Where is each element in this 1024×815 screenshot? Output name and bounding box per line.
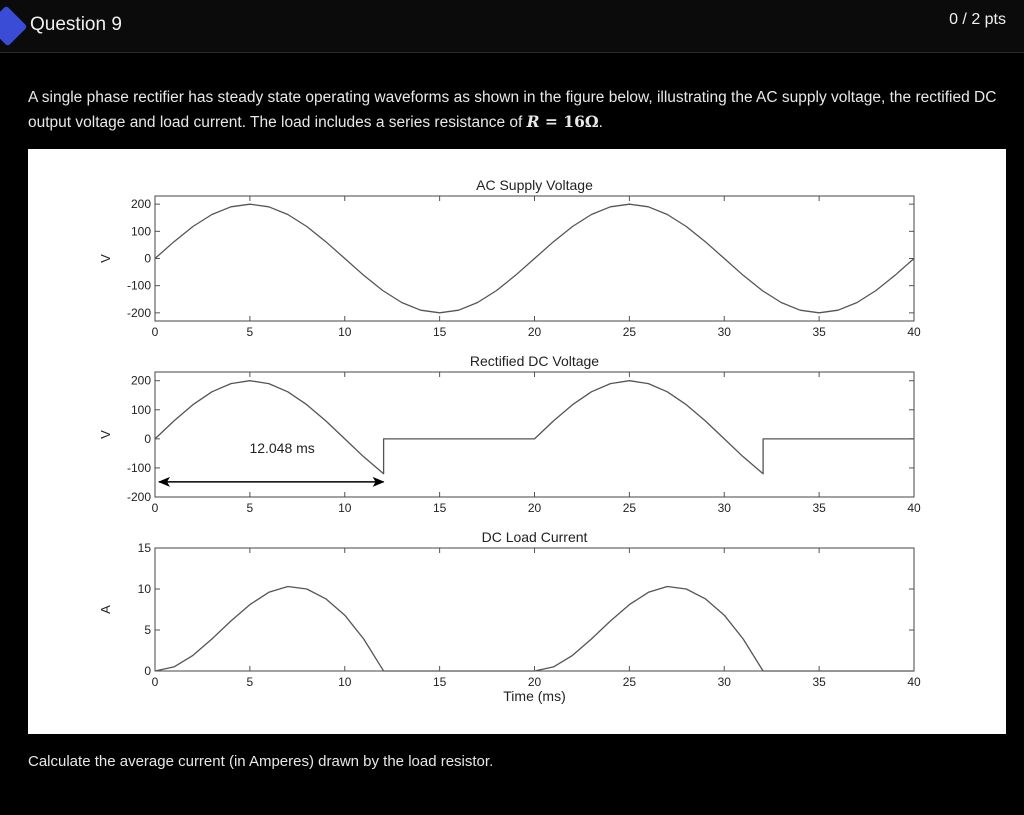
chart-1-x-tick-label: 25 (622, 501, 637, 515)
chart-2-x-tick-label: 5 (246, 675, 254, 689)
chart-1-y-tick-label: 100 (130, 402, 151, 417)
chart-0-series-line (155, 204, 914, 313)
chart-0-y-tick-label: 0 (144, 251, 151, 266)
chart-0-y-tick-label: -200 (126, 305, 151, 320)
chart-1-title: Rectified DC Voltage (469, 353, 600, 369)
chart-1-y-tick-label: -200 (126, 490, 151, 504)
chart-2-y-tick-label: 10 (137, 582, 151, 596)
chart-2-xlabel: Time (ms) (503, 688, 566, 704)
chart-2-ylabel: A (98, 605, 113, 614)
chart-2-x-tick-label: 10 (338, 675, 352, 689)
chart-1-x-tick-label: 20 (527, 501, 542, 515)
chart-2-y-tick-label: 0 (144, 664, 151, 678)
chart-1-x-tick-label: 5 (246, 501, 254, 515)
resistance-equals: = (539, 112, 564, 131)
chart-2-y-tick-label: 5 (144, 623, 151, 637)
chart-2-x-tick-label: 30 (717, 675, 731, 689)
chart-1-y-tick-label: 0 (144, 431, 151, 446)
chart-2-frame (155, 548, 914, 671)
chart-1-x-tick-label: 35 (812, 501, 826, 515)
chart-0-x-tick-label: 0 (151, 325, 159, 339)
question-text-end: . (598, 114, 603, 131)
chart-1-x-tick-label: 0 (151, 501, 159, 515)
chart-2-series-line (155, 587, 914, 672)
chart-2-x-tick-label: 20 (527, 675, 542, 689)
chart-0-x-tick-label: 35 (812, 325, 826, 339)
waveform-plots (28, 149, 1006, 734)
question-marker-icon (0, 5, 28, 46)
question-title: Question 9 (30, 14, 122, 35)
chart-0-x-tick-label: 30 (717, 325, 731, 339)
chart-1-ylabel: V (98, 430, 113, 439)
chart-2-x-tick-label: 40 (907, 675, 921, 689)
question-text (28, 86, 1008, 135)
chart-0-x-tick-label: 10 (338, 325, 352, 339)
question-header (0, 0, 1024, 53)
chart-0-x-tick-label: 40 (907, 325, 921, 339)
chart-2-x-tick-label: 15 (432, 675, 447, 689)
chart-1-y-tick-label: -100 (126, 460, 151, 475)
chart-0-ylabel: V (98, 254, 113, 263)
chart-0-x-tick-label: 15 (432, 325, 447, 339)
chart-0-x-tick-label: 20 (527, 325, 542, 339)
chart-1-x-tick-label: 40 (907, 501, 921, 515)
chart-1-series-line (155, 381, 914, 474)
waveform-figure (28, 149, 1006, 734)
chart-0-x-tick-label: 25 (622, 325, 637, 339)
points-score: 0 / 2 pts (949, 11, 1006, 28)
chart-0-y-tick-label: 100 (130, 224, 151, 239)
question-text-body: A single phase rectifier has steady state operating waveforms as shown in the figure below, illustrating the AC supply voltage, the rectified DC output voltage and load current. The load includes a series resistance of (28, 89, 997, 131)
chart-2-x-tick-label: 35 (812, 675, 826, 689)
chart-1-x-tick-label: 30 (717, 501, 731, 515)
chart-2-x-tick-label: 25 (622, 675, 637, 689)
chart-1-annotation-label: 12.048 ms (249, 439, 315, 456)
resistance-symbol: R (526, 112, 540, 131)
chart-2-x-tick-label: 0 (151, 675, 159, 689)
chart-0-x-tick-label: 5 (246, 325, 254, 339)
chart-1-x-tick-label: 15 (432, 501, 447, 515)
chart-2-title: DC Load Current (481, 529, 588, 545)
chart-1-y-tick-label: 200 (130, 373, 151, 388)
chart-0-title: AC Supply Voltage (476, 177, 593, 193)
question-prompt: Calculate the average current (in Amperes) drawn by the load resistor. (28, 753, 494, 770)
chart-1-frame (155, 372, 914, 497)
resistance-value: 16Ω (563, 112, 599, 131)
chart-0-y-tick-label: -100 (126, 278, 151, 293)
chart-0-y-tick-label: 200 (130, 197, 151, 212)
chart-1-x-tick-label: 10 (338, 501, 352, 515)
chart-2-y-tick-label: 15 (137, 541, 151, 555)
